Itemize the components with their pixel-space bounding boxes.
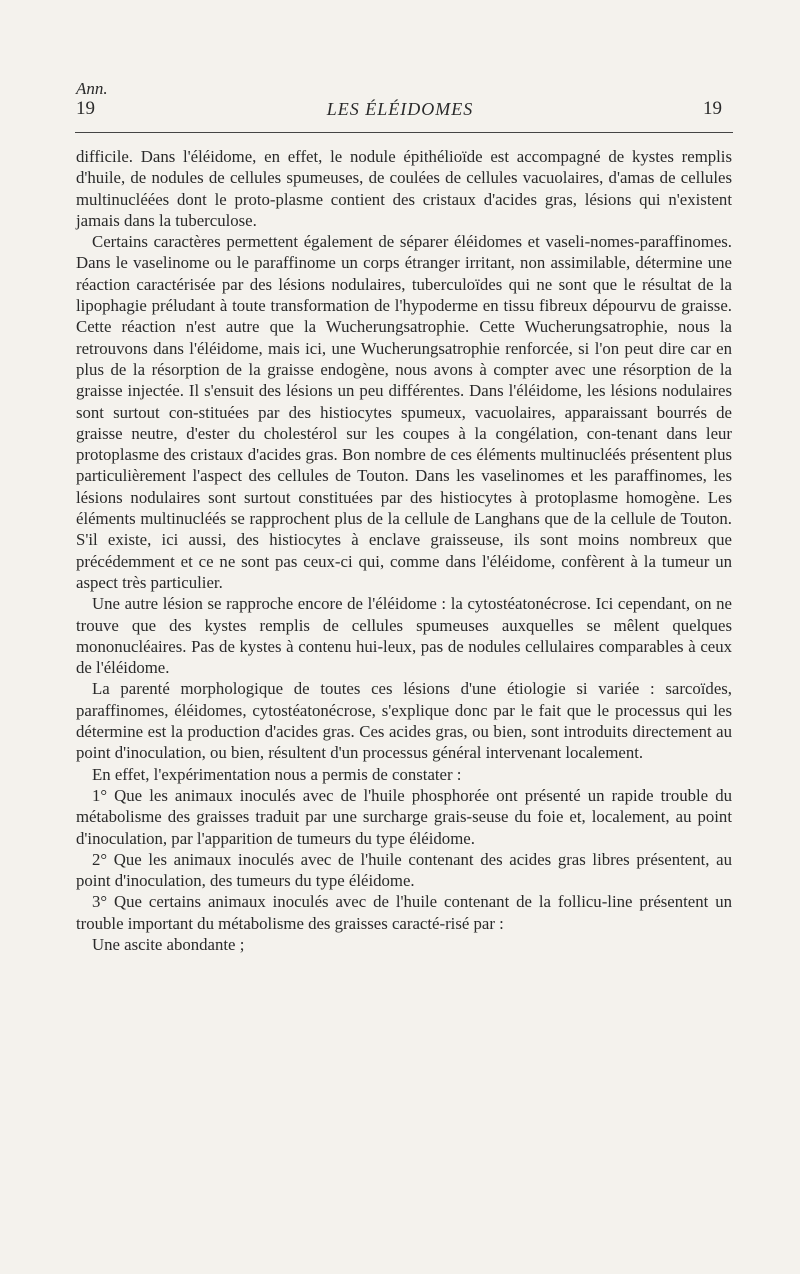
paragraph: Une autre lésion se rapproche encore de l'éléidome : la cytostéatonécrose. Ici cependant, on ne trouve que des kystes remplis de cellules spumeuses auxquelles se mêlent quelques mononucléaires. Pas de kystes à contenu hui-leux, pas de nodules cellulaires comparables à ceux de l'éléidome. bbox=[76, 594, 732, 678]
paragraph: difficile. Dans l'éléidome, en effet, le nodule épithélioïde est accompagné de kystes remplis d'huile, de nodules de cellules spumeuses, de coulées de cellules vacuolaires, d'amas de cellules multinucléées dont le proto-plasme contient des cristaux d'acides gras, lésions qui n'existent jamais dans la tuberculose. bbox=[76, 147, 732, 230]
paragraph: 2° Que les animaux inoculés avec de l'huile contenant des acides gras libres présentent, au point d'inoculation, des tumeurs du type éléidome. bbox=[76, 849, 732, 891]
page-number: 19 bbox=[703, 98, 722, 119]
body-text bbox=[76, 146, 732, 955]
margin-annotation: Ann. bbox=[76, 79, 108, 98]
annotation-number: 19 bbox=[76, 98, 95, 119]
paragraph: 1° Que les animaux inoculés avec de l'huile phosphorée ont présenté un rapide trouble du métabolisme des graisses traduit par une surcharge grais-seuse du foie et, localement, au point d'inoculation, par l'apparition de tumeurs du type éléidome. bbox=[76, 785, 732, 848]
paragraph: 3° Que certains animaux inoculés avec de l'huile contenant de la follicu-line présentent un trouble important du métabolisme des graisses caracté-risé par : bbox=[76, 892, 732, 933]
paragraph: La parenté morphologique de toutes ces lésions d'une étiologie si variée : sarcoïdes, paraffinomes, éléidomes, cytostéatonécrose, s'explique donc par le fait que le processus qui les détermine est la production d'acides gras. Ces acides gras, ou bien, sont introduits directement au point d'inoculation, ou bien, résultent d'un processus général intervenant localement. bbox=[76, 679, 732, 763]
paragraph: Une ascite abondante ; bbox=[92, 934, 245, 954]
header-rule bbox=[75, 132, 733, 133]
paragraph: Certains caractères permettent également de séparer éléidomes et vaseli-nomes-paraffinomes. Dans le vaselinome ou le paraffinome un corps étranger irritant, non assimilable, détermine une réaction caractérisée par des lésions nodulaires, tuberculoïdes qui ne sont que le résultat de la lipophagie préludant à toute transformation de l'hypoderme en tissu fibreux dépourvu de graisse. Cette réaction n'est autre que la Wucherungsatrophie. Cette Wucherungsatrophie, nous la retrouvons dans l'éléidome, mais ici, une Wucherungsatrophie renforcée, si l'on peut dire car en plus de la résorption de la graisse endogène, nous avons à compter avec une résorption de la graisse injectée. Il s'ensuit des lésions un peu différentes. Dans l'éléidome, les lésions nodulaires sont surtout con-stituées par des histiocytes spumeux, vacuolaires, apparaissant bourrés de graisse neutre, d'ester du cholestérol sur les coupes à la congélation, con-tenant dans leur protoplasme des cristaux d'acides gras. Bon nombre de ces éléments multinucléés présentent plus particulièrement l'aspect des cellules de Touton. Dans les vaselinomes et les paraffinomes, les lésions nodulaires sont surtout constituées par des histiocytes à protoplasme homogène. Les éléments multinucléés se rapprochent plus de la cellule de Langhans que de la cellule de Touton. S'il existe, ici aussi, des histiocytes à enclave graisseuse, ils sont moins nombreux que précédemment et ce ne sont pas ceux-ci qui, comme dans l'éléidome, confèrent à la tumeur un aspect très particulier. bbox=[76, 232, 732, 592]
running-title: LES ÉLÉIDOMES bbox=[326, 99, 474, 119]
paragraph: En effet, l'expérimentation nous a permis de constater : bbox=[92, 764, 462, 784]
